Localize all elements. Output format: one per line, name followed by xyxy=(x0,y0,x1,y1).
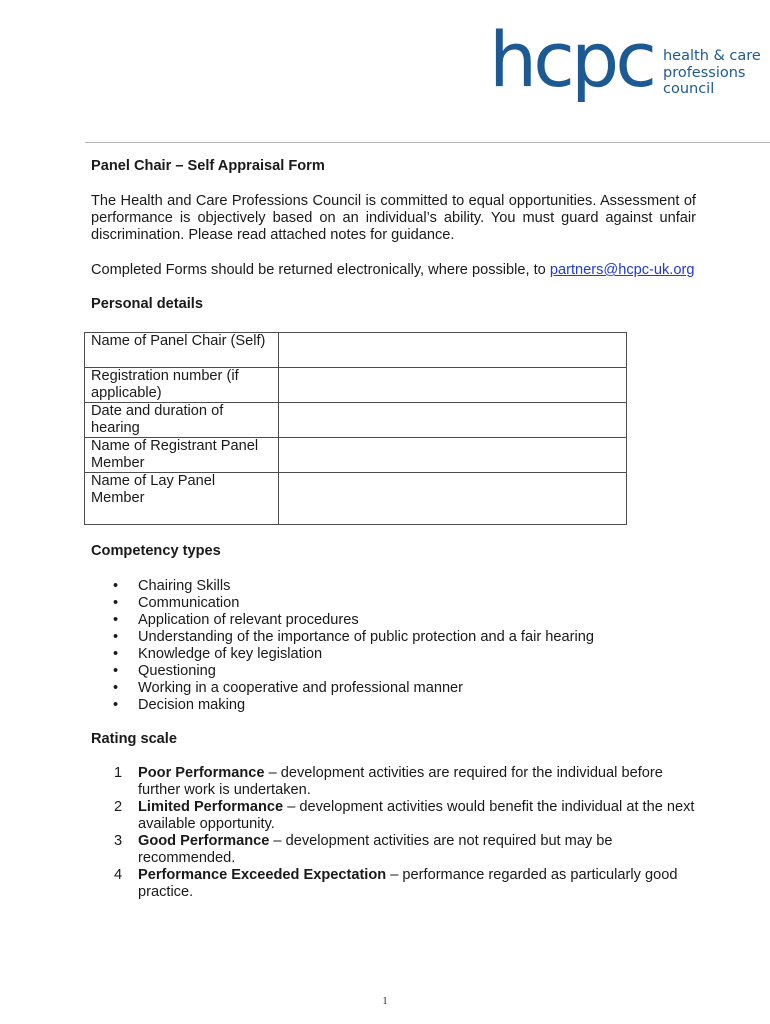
logo-line-3: council xyxy=(662,81,715,97)
rating-description: – development activities are not required but may be recommended. xyxy=(138,833,613,866)
logo-text xyxy=(663,48,761,98)
registrant-panel-member-field[interactable] xyxy=(278,438,626,473)
list-item: • Understanding of the importance of public protection and a fair hearing xyxy=(91,629,696,646)
lay-panel-member-field[interactable] xyxy=(278,473,626,525)
list-item: • Decision making xyxy=(91,697,696,714)
rating-name: Limited Performance xyxy=(138,799,284,815)
hearing-date-duration-field[interactable] xyxy=(278,403,626,438)
return-paragraph xyxy=(91,262,696,279)
logo-line-1: health & care xyxy=(662,48,761,64)
row-label: Name of Lay Panel Member xyxy=(85,473,279,525)
list-item: • Chairing Skills xyxy=(91,578,696,595)
row-label: Registration number (if applicable) xyxy=(85,368,279,403)
rating-heading: Rating scale xyxy=(91,731,177,747)
row-label: Date and duration of hearing xyxy=(85,403,279,438)
panel-chair-name-field[interactable] xyxy=(278,333,626,368)
list-item: • Communication xyxy=(91,595,696,612)
rating-name: Poor Performance xyxy=(138,765,265,781)
row-label: Name of Registrant Panel Member xyxy=(85,438,279,473)
registration-number-field[interactable] xyxy=(278,368,626,403)
personal-details-heading: Personal details xyxy=(91,296,203,312)
page-number: 1 xyxy=(382,996,388,1007)
logo-mark: hcpc xyxy=(489,15,653,104)
rating-name: Good Performance xyxy=(138,833,270,849)
rating-number: 1 xyxy=(114,765,123,781)
intro-paragraph: The Health and Care Professions Council is committed to equal opportunities. Assessment of performance is objectively based on an individual’s ability. You must guard against unfair discrimination. Please read attached notes for guidance. xyxy=(91,193,696,243)
competency-heading: Competency types xyxy=(91,543,221,559)
personal-details-table xyxy=(84,332,627,525)
list-item: • Knowledge of key legislation xyxy=(91,646,696,663)
rating-number: 4 xyxy=(114,867,123,883)
table-row xyxy=(85,438,627,473)
logo-line-2: professions xyxy=(662,64,746,81)
form-title: Panel Chair – Self Appraisal Form xyxy=(91,158,325,174)
list-item xyxy=(91,867,696,901)
return-text: Completed Forms should be returned electronically, where possible, to xyxy=(91,262,550,278)
table-row xyxy=(85,403,627,438)
rating-name: Performance Exceeded Expectation xyxy=(138,867,387,883)
table-row xyxy=(85,368,627,403)
email-link[interactable]: partners@hcpc-uk.org xyxy=(549,262,695,278)
row-label: Name of Panel Chair (Self) xyxy=(85,333,279,368)
rating-description: – development activities are required for the individual before further work is undertaken. xyxy=(138,765,663,798)
list-item xyxy=(91,833,696,867)
list-item: • Questioning xyxy=(91,663,696,680)
rating-description: – development activities would benefit the individual at the next available opportunity. xyxy=(138,799,695,832)
form-body xyxy=(91,158,696,901)
hcpc-logo xyxy=(489,15,761,104)
list-item: • Working in a cooperative and professional manner xyxy=(91,680,696,697)
rating-list xyxy=(91,765,696,901)
competency-list xyxy=(91,578,696,714)
list-item: • Application of relevant procedures xyxy=(91,612,696,629)
rating-description: – performance regarded as particularly good practice. xyxy=(138,867,678,900)
list-item xyxy=(91,799,696,833)
table-row xyxy=(85,473,627,525)
table-row xyxy=(85,333,627,368)
header-divider xyxy=(85,142,770,143)
rating-number: 2 xyxy=(114,799,123,815)
rating-number: 3 xyxy=(114,833,123,849)
list-item xyxy=(91,765,696,799)
